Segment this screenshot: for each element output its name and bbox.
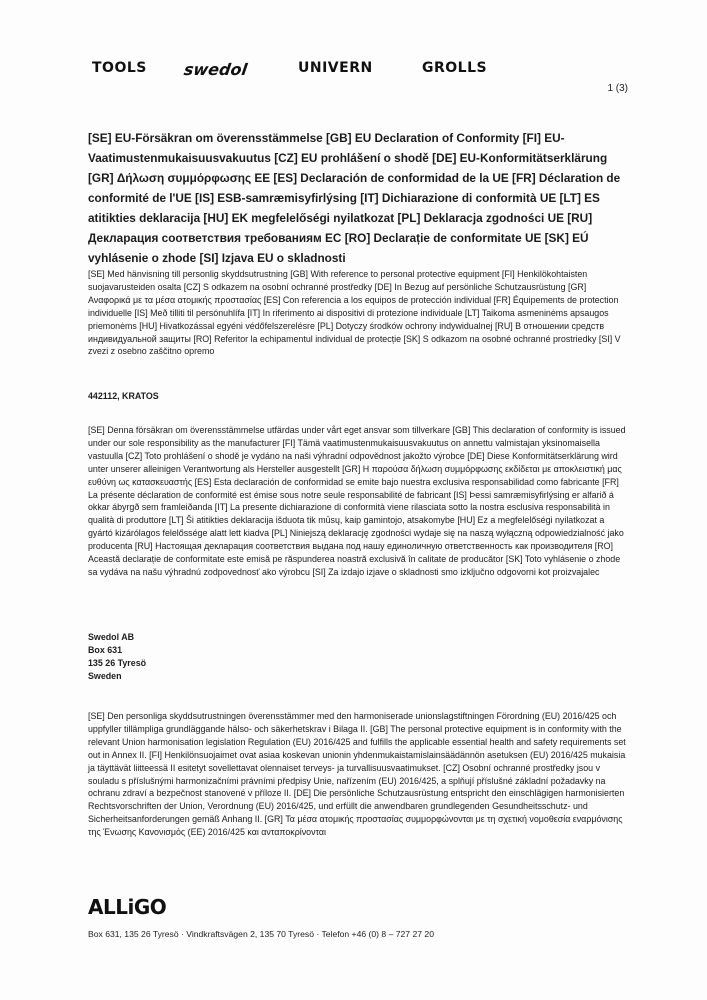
- manufacturer-address: [88, 631, 146, 683]
- company-name: Swedol AB: [88, 632, 135, 642]
- conformity-paragraph: [SE] Den personliga skyddsutrustningen överensstämmer med den harmoniserade unionslagstiftningen Förordning (EU) 2016/425 och uppfyller tillämpliga grundläggande hälso- och säkerhetskrav i Bilaga II. [GB] The personal protective equipment is in conformity with the relevant Union harmonisation legislation Regulation (EU) 2016/425 and fulfills the applicable essential health and safety requirements set out in Annex II. [FI] Henkilönsuojaimet ovat asiaa koskevan unionin yhdenmukaistamislainsäädännön asetuksen (EU) 2016/425 mukaisia ja täyttävät liitteessä II esitetyt sovellettavat olennaiset terveys- ja turvallisuusvaatimukset. [CZ] Osobní ochranné prostředky jsou v souladu s příslušnými harmonizačními právními předpisy Unie, nařízením (EU) 2016/425, a splňují příslušné základní požadavky na ochranu zdraví a bezpečnost stanovené v příloze II. [DE] Die persönliche Schutzausrüstung entspricht den einschlägigen harmonisierten Rechtsvorschriften der Union, Verordnung (EU) 2016/425, und erfüllt die anwendbaren grundlegenden Gesundheitsschutz- und Sicherheitsanforderungen gemäß Anhang II. [GR] Τα μέσα ατομικής προστασίας συμμορφώνονται με τη σχετική νομοθεσία εναρμόνισης της Ένωσης Κανονισμός (ΕΕ) 2016/425 και ανταποκρίνονται: [88, 711, 626, 838]
- company-box: Box 631: [88, 644, 123, 655]
- brand-swedol-logo: swedol: [182, 60, 249, 79]
- page-title: [SE] EU-Försäkran om överensstämmelse [GB] EU Declaration of Conformity [FI] EU-Vaatimustenmukaisuusvakuutus [CZ] EU prohlášení o shodě [DE] EU-Konformitätserklärung [GR] Δήλωση συμμόρφωσης ΕΕ [ES] Declaración de conformidad de la UE [FR] Déclaration de conformité de l'UE [IS] ESB-samræmisyfirlýsing [IT] Dichiarazione di conformità UE [LT] ES atitikties deklaracija [HU] EK megfelelőségi nyilatkozat [PL] Deklaracja zgodności UE [RU] Декларация соответствия требованиям ЕС [RO] Declarație de conformitate UE [SK] EÚ vyhlásenie o zhode [SI] Izjava EU o skladnosti: [88, 131, 621, 265]
- reference-paragraph: [SE] Med hänvisning till personlig skyddsutrustning [GB] With reference to personal protective equipment [FI] Henkilökohtaisten suojavarusteiden osalta [CZ] S odkazem na osobní ochranné prostředky [DE] In Bezug auf persönliche Schutzausrüstung [GR] Αναφορικά με τα μέσα ατομικής προστασίας [ES] Con referencia a los equipos de protección individual [FR] Équipements de protection individuelle [IS] Með tilliti til persónuhlífa [IT] In riferimento ai dispositivi di protezione individuale [LT] Taikoma asmeninėms apsaugos priemonėms [HU] Hivatkozással egyéni védőfelszerelésre [PL] Dotyczy środków ochrony indywidualnej [RU] В отношении средств индивидуальной защиты [RO] Referitor la echipamentul individual de protecție [SK] S odkazom na osobné ochranné prostriedky [SI] V zvezi z osebno zaščitno opremo: [88, 269, 621, 357]
- issuer-paragraph: [SE] Denna försäkran om överensstämmelse utfärdas under vårt eget ansvar som tillverkare [GB] This declaration of conformity is issued under our sole responsibility as the manufacturer [FI] Tämä vaatimustenmukaisuusvakuutus on annettu valmistajan yksinomaisella vastuulla [CZ] Toto prohlášení o shodě je vydáno na naši výhradní odpovědnost jakožto výrobce [DE] Diese Konformitätserklärung wird unter unserer alleinigen Verantwortung als Hersteller ausgestellt [GR] Η παρούσα δήλωση συμμόρφωσης εκδίδεται με αποκλειστική μας ευθύνη ως κατασκευαστής [ES] Esta declaración de conformidad se emite bajo nuestra exclusiva responsabilidad como fabricante [FR] La présente déclaration de conformité est émise sous notre seule responsabilité de fabricant [IS] Þessi samræmisyfirlýsing er alfarið á okkar ábyrgð sem framleiðanda [IT] La presente dichiarazione di conformità viene rilasciata sotto la nostra esclusiva responsabilità in qualità di produttore [LT] Ši atitikties deklaracija išduota tik mūsų, kaip gamintojo, atsakomybe [HU] Ez a megfelelőségi nyilatkozat a gyártó kizárólagos felelőssége alatt lett kiadva [PL] Niniejszą deklarację zgodności wydaje się na naszą wyłączną odpowiedzialność jako producenta [RU] Настоящая декларация соответствия выдана под нашу единоличную ответственность как производителя [RO] Această declarație de conformitate este emisă pe răspunderea noastră exclusivă în calitate de producător [SK] Toto vyhlásenie o zhode sa vydáva na našu výhradnú zodpovednosť ako výrobcu [SI] Za izdajo izjave o skladnosti smo izključno odgovorni kot proizvajalec: [88, 425, 626, 577]
- product-code: 442112, KRATOS: [88, 391, 159, 401]
- alligo-logo: ALLiGO: [88, 895, 167, 919]
- brand-tools-logo: TOOLS: [92, 60, 147, 76]
- company-country: Sweden: [88, 670, 122, 681]
- page-number: 1 (3): [607, 83, 628, 94]
- footer-address: Box 631, 135 26 Tyresö · Vindkraftsvägen 2, 135 70 Tyresö · Telefon +46 (0) 8 – 727 27 20: [88, 929, 434, 939]
- company-postal: 135 26 Tyresö: [88, 657, 147, 668]
- brand-logos: [88, 60, 508, 84]
- brand-grolls-logo: GROLLS: [422, 60, 488, 76]
- brand-univern-logo: UNIVERN: [298, 60, 373, 76]
